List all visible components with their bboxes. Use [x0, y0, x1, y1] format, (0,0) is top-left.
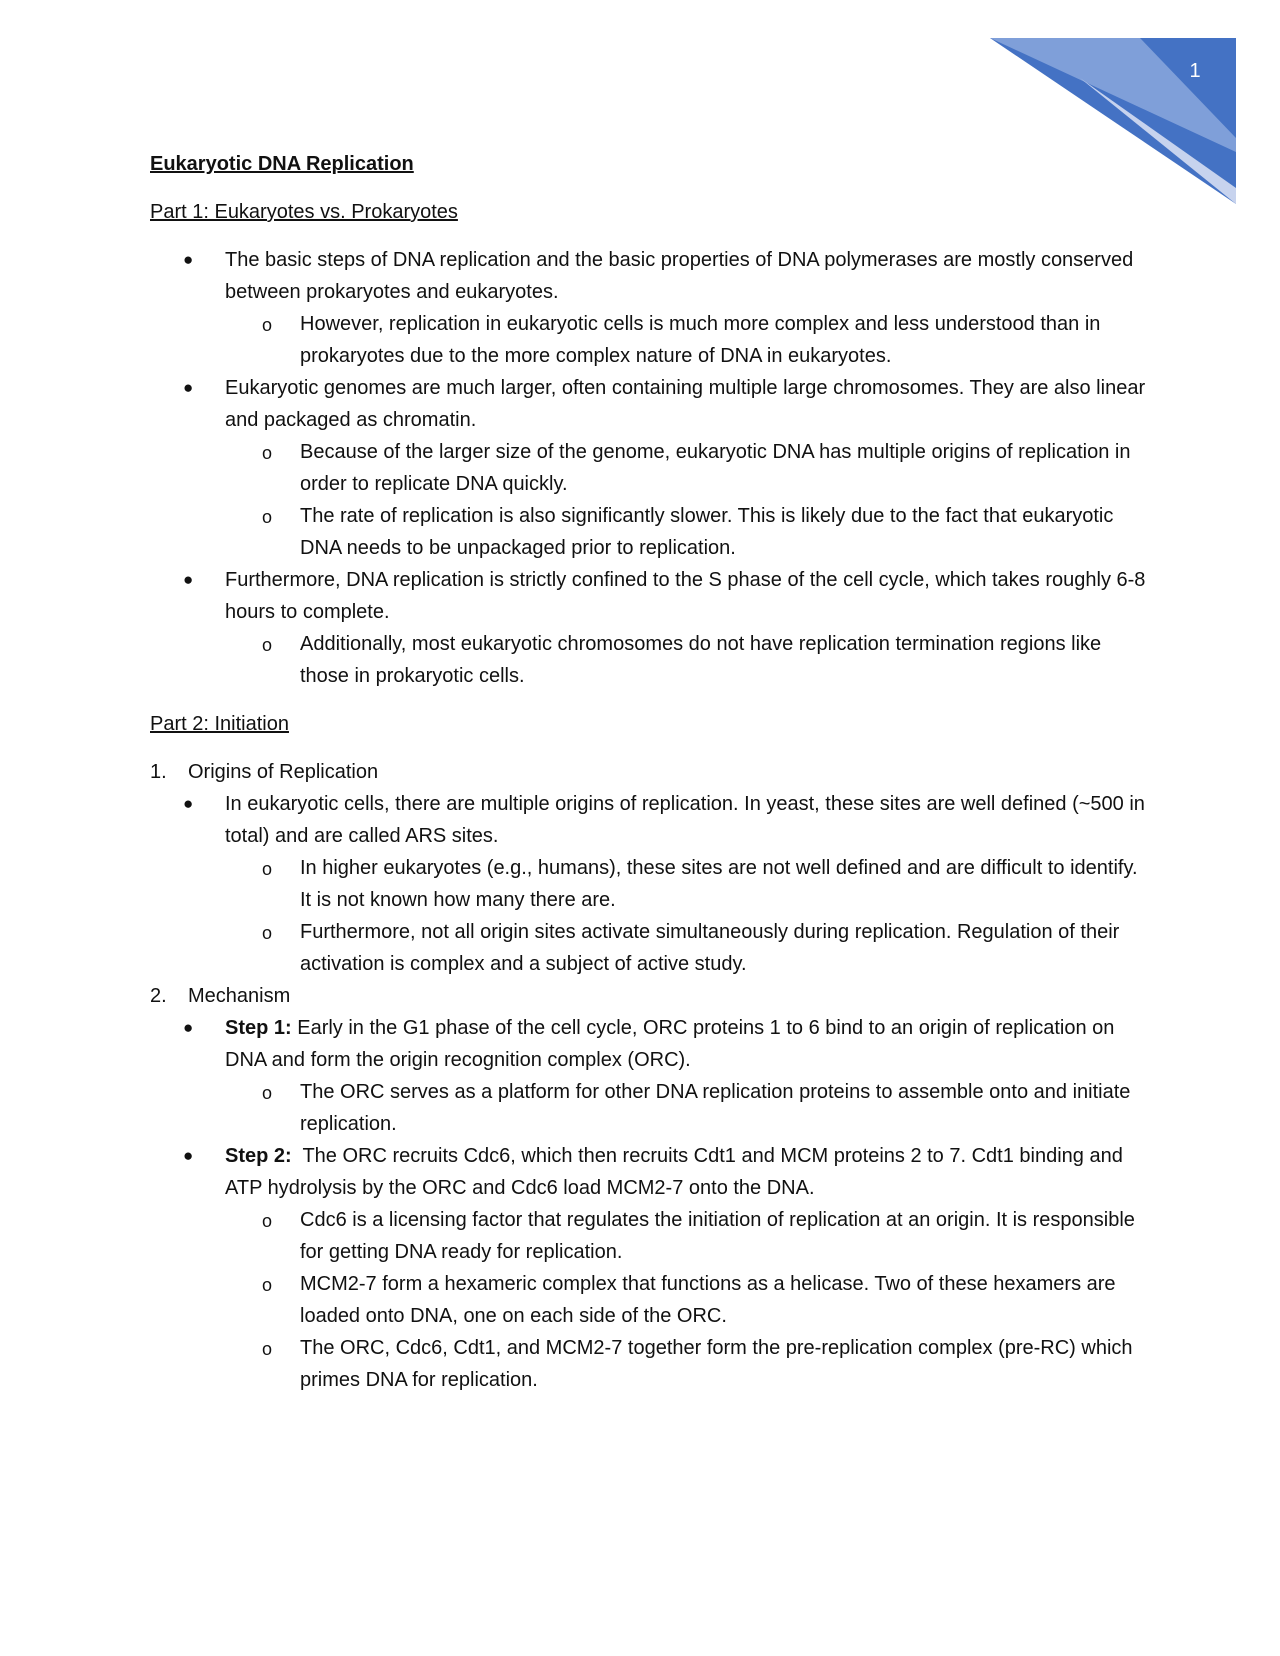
bullet-icon: ● [183, 570, 194, 589]
list-item: ● The basic steps of DNA replication and the basic properties of DNA polymerases are mostly conserved between prokaryotes and eukaryotes. [150, 244, 1150, 308]
page-number: 1 [1189, 60, 1201, 82]
numbered-item-mechanism: 2. Mechanism [150, 980, 1150, 1012]
list-item-step2: ● Step 2: The ORC recruits Cdc6, which then recruits Cdt1 and MCM proteins 2 to 7. Cdt1 binding and ATP hydrolysis by the ORC and Cdc6 load MCM2-7 onto the DNA. [150, 1140, 1150, 1204]
hollow-bullet-icon: o [262, 507, 273, 527]
numbered-item-origins: 1. Origins of Replication [150, 756, 1150, 788]
sub-list-item: o Because of the larger size of the genome, eukaryotic DNA has multiple origins of replication in order to replicate DNA quickly. [150, 436, 1150, 500]
sub-list-item: o In higher eukaryotes (e.g., humans), these sites are not well defined and are difficult to identify. It is not known how many there are. [150, 852, 1150, 916]
number-marker: 2. [150, 985, 167, 1007]
bullet-icon: ● [183, 1146, 194, 1165]
list-item: ● In eukaryotic cells, there are multiple origins of replication. In yeast, these sites are well defined (~500 in total) and are called ARS sites. [150, 788, 1150, 852]
list-item: ● Furthermore, DNA replication is strictly confined to the S phase of the cell cycle, which takes roughly 6-8 hours to complete. [150, 564, 1150, 628]
list-item: ● Eukaryotic genomes are much larger, often containing multiple large chromosomes. They are also linear and packaged as chromatin. [150, 372, 1150, 436]
hollow-bullet-icon: o [262, 1211, 273, 1231]
bullet-icon: ● [183, 378, 194, 397]
hollow-bullet-icon: o [262, 1275, 273, 1295]
sub-list-item: o The rate of replication is also significantly slower. This is likely due to the fact that eukaryotic DNA needs to be unpackaged prior to replication. [150, 500, 1150, 564]
sub-list-item: o Furthermore, not all origin sites activate simultaneously during replication. Regulation of their activation is complex and a subject of active study. [150, 916, 1150, 980]
hollow-bullet-icon: o [262, 1339, 273, 1359]
hollow-bullet-icon: o [262, 443, 273, 463]
bullet-icon: ● [183, 250, 194, 269]
part1-heading: Part 1: Eukaryotes vs. Prokaryotes [150, 201, 458, 223]
number-marker: 1. [150, 761, 167, 783]
bullet-icon: ● [183, 794, 194, 813]
hollow-bullet-icon: o [262, 859, 273, 879]
hollow-bullet-icon: o [262, 635, 273, 655]
bullet-icon: ● [183, 1018, 194, 1037]
sub-list-item: o Cdc6 is a licensing factor that regulates the initiation of replication at an origin. It is responsible for getting DNA ready for replication. [150, 1204, 1150, 1268]
sub-list-item: o The ORC, Cdc6, Cdt1, and MCM2-7 together form the pre-replication complex (pre-RC) which primes DNA for replication. [150, 1332, 1150, 1396]
document-title: Eukaryotic DNA Replication [150, 153, 414, 175]
sub-list-item: o MCM2-7 form a hexameric complex that functions as a helicase. Two of these hexamers are loaded onto DNA, one on each side of the ORC. [150, 1268, 1150, 1332]
sub-list-item: o However, replication in eukaryotic cells is much more complex and less understood than in prokaryotes due to the more complex nature of DNA in eukaryotes. [150, 308, 1150, 372]
part2-heading: Part 2: Initiation [150, 713, 289, 735]
list-item-step1: ● Step 1: Early in the G1 phase of the cell cycle, ORC proteins 1 to 6 bind to an origin of replication on DNA and form the origin recognition complex (ORC). [150, 1012, 1150, 1076]
hollow-bullet-icon: o [262, 1083, 273, 1103]
hollow-bullet-icon: o [262, 923, 273, 943]
sub-list-item: o The ORC serves as a platform for other DNA replication proteins to assemble onto and initiate replication. [150, 1076, 1150, 1140]
sub-list-item: o Additionally, most eukaryotic chromosomes do not have replication termination regions like those in prokaryotic cells. [150, 628, 1150, 692]
document-body [150, 148, 1150, 1396]
hollow-bullet-icon: o [262, 315, 273, 335]
